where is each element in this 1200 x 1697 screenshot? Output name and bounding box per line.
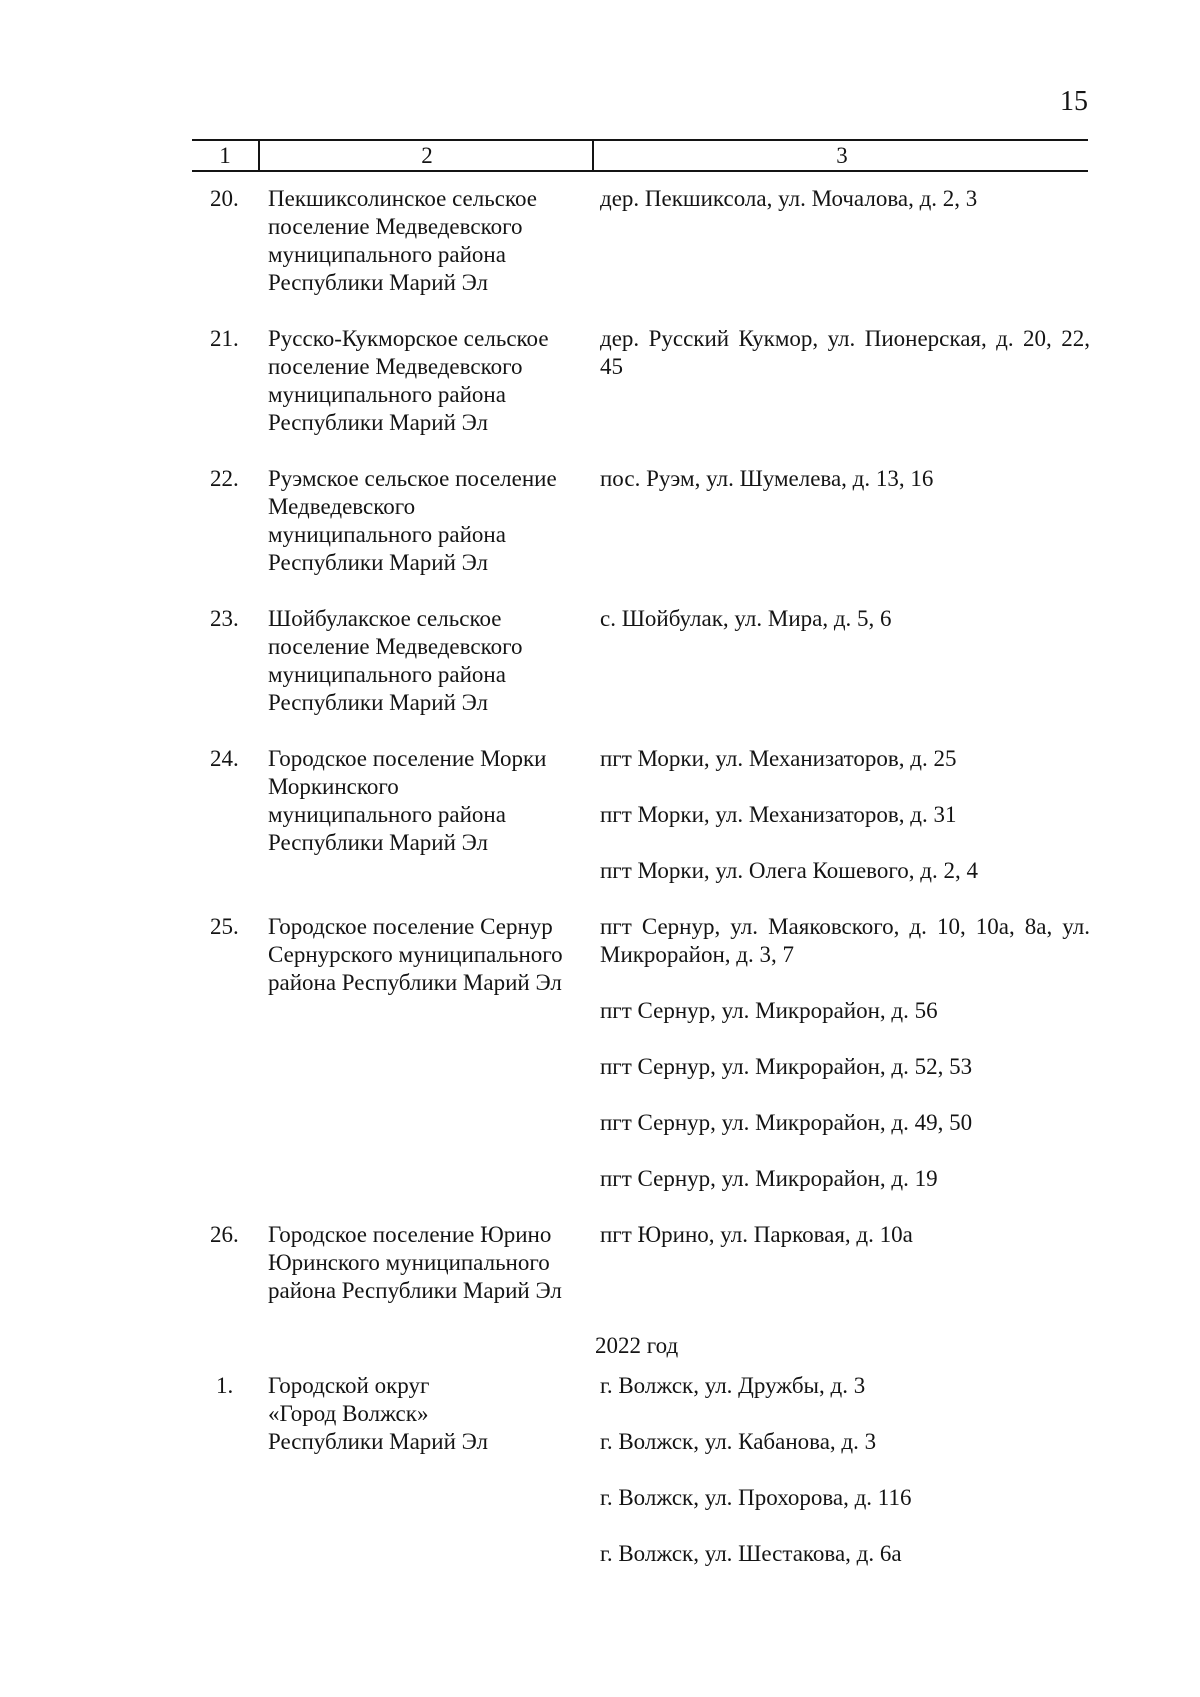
page-number: 15 [1060,86,1088,117]
row-number: 21. [210,326,239,351]
address: пгт Сернур, ул. Микрорайон, д. 56 [600,998,938,1023]
address: дер. Пекшиксола, ул. Мочалова, д. 2, 3 [600,186,978,211]
settlement-name: Шойбулакское сельское поселение Медведевского муниципального района Республики Марий Эл [268,606,523,715]
row-number: 26. [210,1222,239,1247]
row-number: 1. [216,1373,234,1398]
header-col-3: 3 [592,141,1090,170]
settlement-name: Пекшиксолинское сельское поселение Медведевского муниципального района Республики Марий Эл [268,186,537,295]
row-number: 22. [210,466,239,491]
row-number: 24. [210,746,239,771]
address: пгт Морки, ул. Механизаторов, д. 25 [600,746,957,771]
address: г. Волжск, ул. Кабанова, д. 3 [600,1429,877,1454]
address: пгт Юрино, ул. Парковая, д. 10а [600,1222,913,1247]
address: дер. Русский Кукмор, ул. Пионерская, д. 20, 22, 45 [600,326,1090,379]
address: пос. Руэм, ул. Шумелева, д. 13, 16 [600,466,934,491]
address: г. Волжск, ул. Дружбы, д. 3 [600,1373,866,1398]
settlement-name: Русско-Кукморское сельское поселение Медведевского муниципального района Республики Марий Эл [268,326,549,435]
settlement-name: Руэмское сельское поселение Медведевского муниципального района Республики Марий Эл [268,466,557,575]
header-col-1: 1 [219,143,231,168]
settlement-name: Городское поселение Юрино Юринского муниципального района Республики Марий Эл [268,1222,562,1303]
settlement-name: Городской округ «Город Волжск» Республики Марий Эл [268,1373,489,1454]
table-header [192,139,1088,172]
address: г. Волжск, ул. Прохорова, д. 116 [600,1485,912,1510]
header-col-2: 2 [258,141,594,170]
address: пгт Сернур, ул. Микрорайон, д. 52, 53 [600,1054,973,1079]
row-number: 23. [210,606,239,631]
address: пгт Морки, ул. Олега Кошевого, д. 2, 4 [600,858,978,883]
address: г. Волжск, ул. Шестакова, д. 6а [600,1541,902,1566]
row-number: 25. [210,914,239,939]
address: пгт Сернур, ул. Микрорайон, д. 19 [600,1166,938,1191]
address: пгт Сернур, ул. Маяковского, д. 10, 10а, 8а, ул. Микрорайон, д. 3, 7 [600,914,1090,967]
address: с. Шойбулак, ул. Мира, д. 5, 6 [600,606,892,631]
address: пгт Морки, ул. Механизаторов, д. 31 [600,802,957,827]
settlement-name: Городское поселение Сернур Сернурского муниципального района Республики Марий Эл [268,914,563,995]
address: пгт Сернур, ул. Микрорайон, д. 49, 50 [600,1110,973,1135]
year-label: 2022 год [595,1333,679,1358]
settlement-name: Городское поселение Морки Моркинского муниципального района Республики Марий Эл [268,746,547,855]
row-number: 20. [210,186,239,211]
